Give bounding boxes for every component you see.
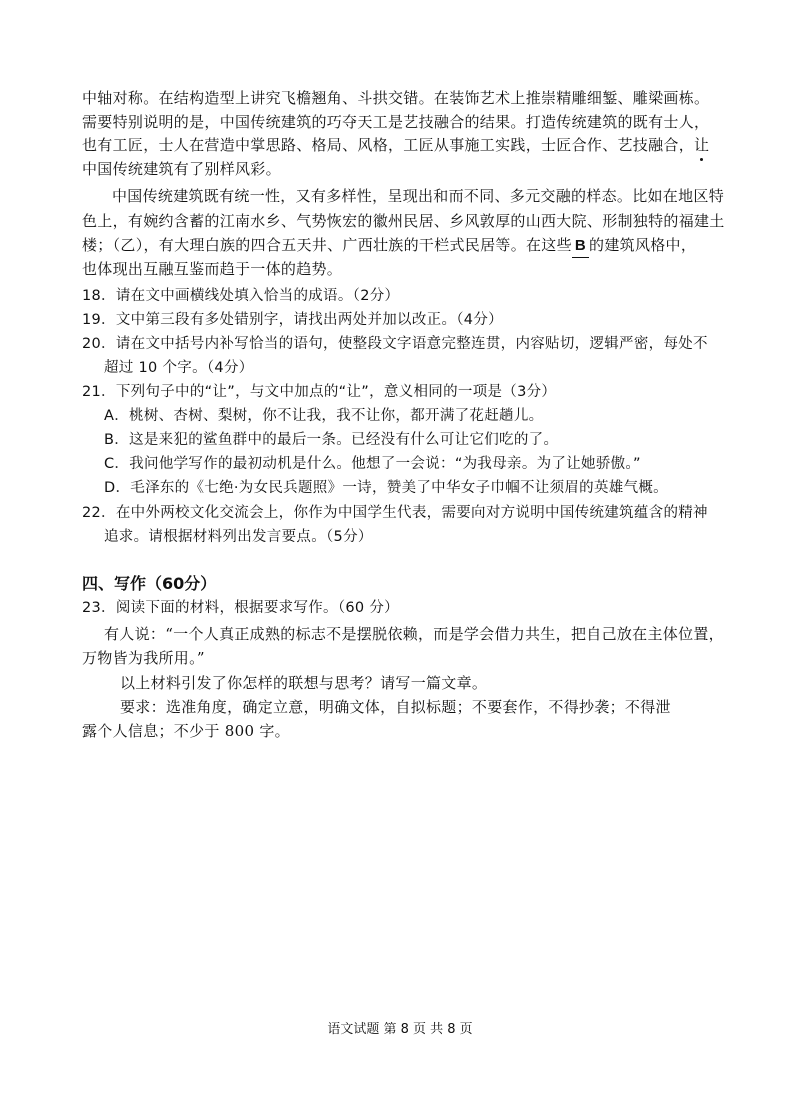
question-19: 19．文中第三段有多处错别字，请找出两处并加以改正。（4分） bbox=[82, 312, 503, 328]
question-22-line-2: 追求。请根据材料列出发言要点。（5分） bbox=[104, 529, 373, 545]
question-21-option-c: C．我问他学写作的最初动机是什么。他想了一会说：“为我母亲。为了让她骄傲。” bbox=[104, 456, 641, 472]
question-20-line-2: 超过 10 个字。（4分） bbox=[104, 360, 254, 376]
page-footer: 语文试题 第 8 页 共 8 页 bbox=[327, 1022, 473, 1037]
passage-line-7-tail: 的建筑风格中， bbox=[589, 236, 697, 254]
question-21: 21．下列句子中的“让”，与文中加点的“让”，意义相同的一项是（3分） bbox=[82, 384, 557, 400]
question-22-line-1: 22．在中外两校文化交流会上，你作为中国学生代表，需要向对方说明中国传统建筑蕴含的精神 bbox=[82, 505, 708, 521]
requirements-line-1: 要求：选准角度，确定立意，明确文体，自拟标题；不要套作，不得抄袭；不得泄 bbox=[120, 698, 671, 716]
question-21-option-a: A．桃树、杏树、梨树，你不让我，我不让你，都开满了花赶趟儿。 bbox=[104, 408, 544, 424]
passage-line-2: 需要特别说明的是，中国传统建筑的巧夺天工是艺技融合的结果。打造传统建筑的既有士人， bbox=[82, 113, 710, 131]
question-21-option-d: D．毛泽东的《七绝·为女民兵题照》一诗，赞美了中华女子巾帼不让须眉的英雄气概。 bbox=[104, 480, 668, 496]
passage-line-7 bbox=[82, 234, 696, 258]
material-line-1: 有人说：“一个人真正成熟的标志不是摆脱依赖，而是学会借力共生，把自己放在主体位置， bbox=[104, 625, 724, 643]
passage-line-8: 也体现出互融互鉴而趋于一体的趋势。 bbox=[82, 260, 343, 278]
writing-prompt: 以上材料引发了你怎样的联想与思考？请写一篇文章。 bbox=[120, 674, 488, 692]
requirements-line-2: 露个人信息；不少于 800 字。 bbox=[82, 722, 290, 740]
dotted-character: 让 bbox=[694, 136, 710, 154]
passage-line-7-text: 楼；（乙），有大理白族的四合五天井、广西壮族的干栏式民居等。在这些 bbox=[82, 236, 572, 254]
fill-in-blank: B bbox=[572, 235, 589, 258]
passage-line-4: 中国传统建筑有了别样风彩。 bbox=[82, 160, 281, 178]
question-21-option-b: B．这是来犯的鲨鱼群中的最后一条。已经没有什么可让它们吃的了。 bbox=[104, 432, 559, 448]
question-18: 18．请在文中画横线处填入恰当的成语。（2分） bbox=[82, 288, 400, 304]
passage-line-3 bbox=[82, 134, 709, 156]
question-23: 23．阅读下面的材料，根据要求写作。（60 分） bbox=[82, 600, 399, 616]
section-title-writing: 四、写作（60分） bbox=[82, 574, 217, 593]
question-20-line-1: 20．请在文中括号内补写恰当的语句，使整段文字语意完整连贯，内容贴切，逻辑严密，每处不 bbox=[82, 336, 708, 352]
passage-line-1: 中轴对称。在结构造型上讲究飞檐翘角、斗拱交错。在装饰艺术上推崇精雕细錾、雕梁画栋。 bbox=[82, 89, 710, 107]
passage-line-5: 中国传统建筑既有统一性，又有多样性，呈现出和而不同、多元交融的样态。比如在地区特 bbox=[112, 187, 725, 205]
material-line-2: 万物皆为我所用。” bbox=[82, 649, 205, 667]
passage-line-3-text: 也有工匠，士人在营造中掌思路、格局、风格，工匠从事施工实践，士匠合作、艺技融合， bbox=[82, 136, 695, 154]
passage-line-6: 色上，有婉约含蓄的江南水乡、气势恢宏的徽州民居、乡风敦厚的山西大院、形制独特的福建土 bbox=[82, 212, 725, 230]
